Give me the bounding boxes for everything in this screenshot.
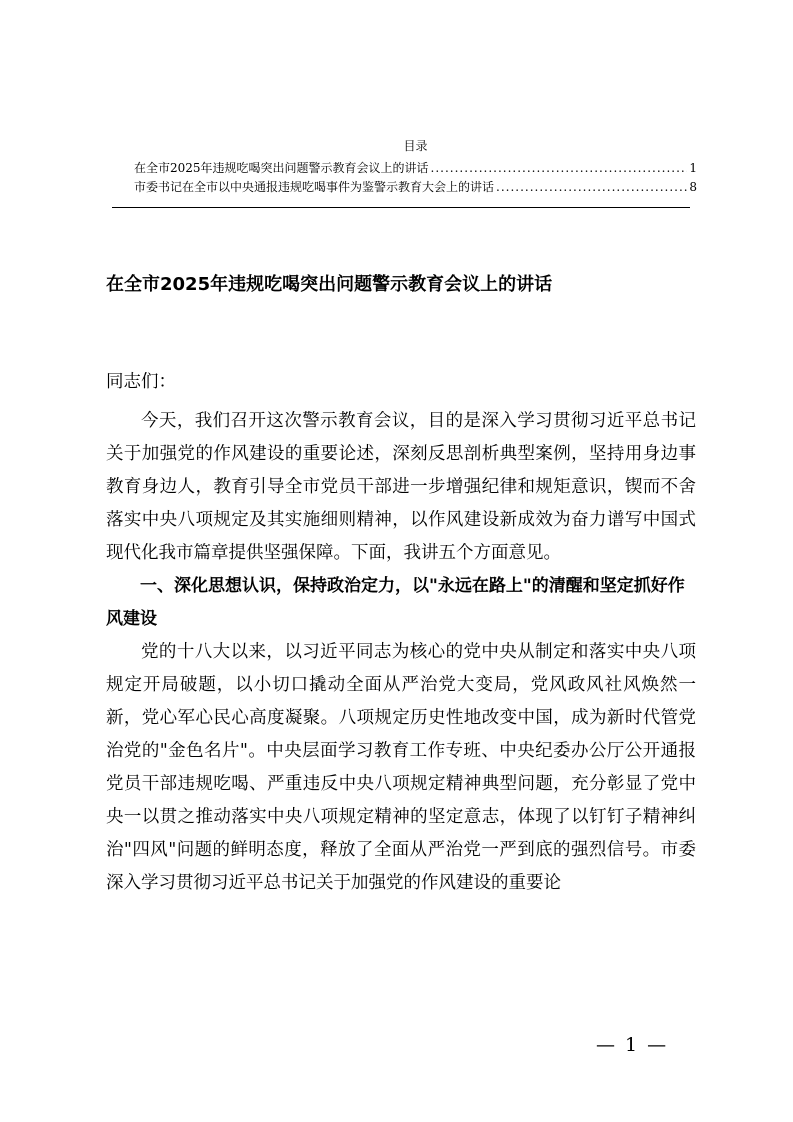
- toc-entry-text: 市委书记在全市以中央通报违规吃喝事件为鉴警示教育大会上的讲话: [134, 180, 495, 194]
- document-title: 在全市2025年违规吃喝突出问题警示教育会议上的讲话: [106, 274, 553, 295]
- toc-entry-page: 8: [689, 180, 697, 194]
- salutation: 同志们：: [106, 372, 176, 392]
- toc-entry-text: 在全市2025年违规吃喝突出问题警示教育会议上的讲话: [134, 161, 429, 175]
- section-heading: 一、深化思想认识，保持政治定力，以"永远在路上"的清醒和坚定抓好作风建设: [106, 576, 685, 629]
- document-body: [106, 366, 696, 900]
- toc-entry[interactable]: [134, 178, 697, 197]
- paragraph: 今天，我们召开这次警示教育会议，目的是深入学习贯彻习近平总书记关于加强党的作风建设的重要论述，深刻反思剖析典型案例，坚持用身边事教育身边人，教育引导全市党员干部进一步增强纪律和规矩意识，锲而不舍落实中央八项规定及其实施细则精神，以作风建设新成效为奋力谱写中国式现代化我市篇章提供坚强保障。下面，我讲五个方面意见。: [106, 411, 696, 563]
- table-of-contents: [134, 138, 697, 197]
- page-number: — 1 —: [596, 1034, 669, 1056]
- toc-leader-dots: [496, 178, 687, 197]
- paragraph: 党的十八大以来，以习近平同志为核心的党中央从制定和落实中央八项规定开局破题，以小切口撬动全面从严治党大变局，党风政风社风焕然一新，党心军心民心高度凝聚。八项规定历史性地改变中国，成为新时代管党治党的"金色名片"。中央层面学习教育工作专班、中央纪委办公厅公开通报党员干部违规吃喝、严重违反中央八项规定精神典型问题，充分彰显了党中央一以贯之推动落实中央八项规定精神的坚定意志，体现了以钉钉子精神纠治"四风"问题的鲜明态度，释放了全面从严治党一严到底的强烈信号。市委深入学习贯彻习近平总书记关于加强党的作风建设的重要论: [106, 642, 696, 893]
- toc-leader-dots: [431, 159, 688, 178]
- toc-entry-page: 1: [689, 161, 697, 175]
- toc-divider: [112, 207, 690, 208]
- toc-title: 目录: [403, 139, 428, 153]
- toc-entry[interactable]: [134, 159, 697, 178]
